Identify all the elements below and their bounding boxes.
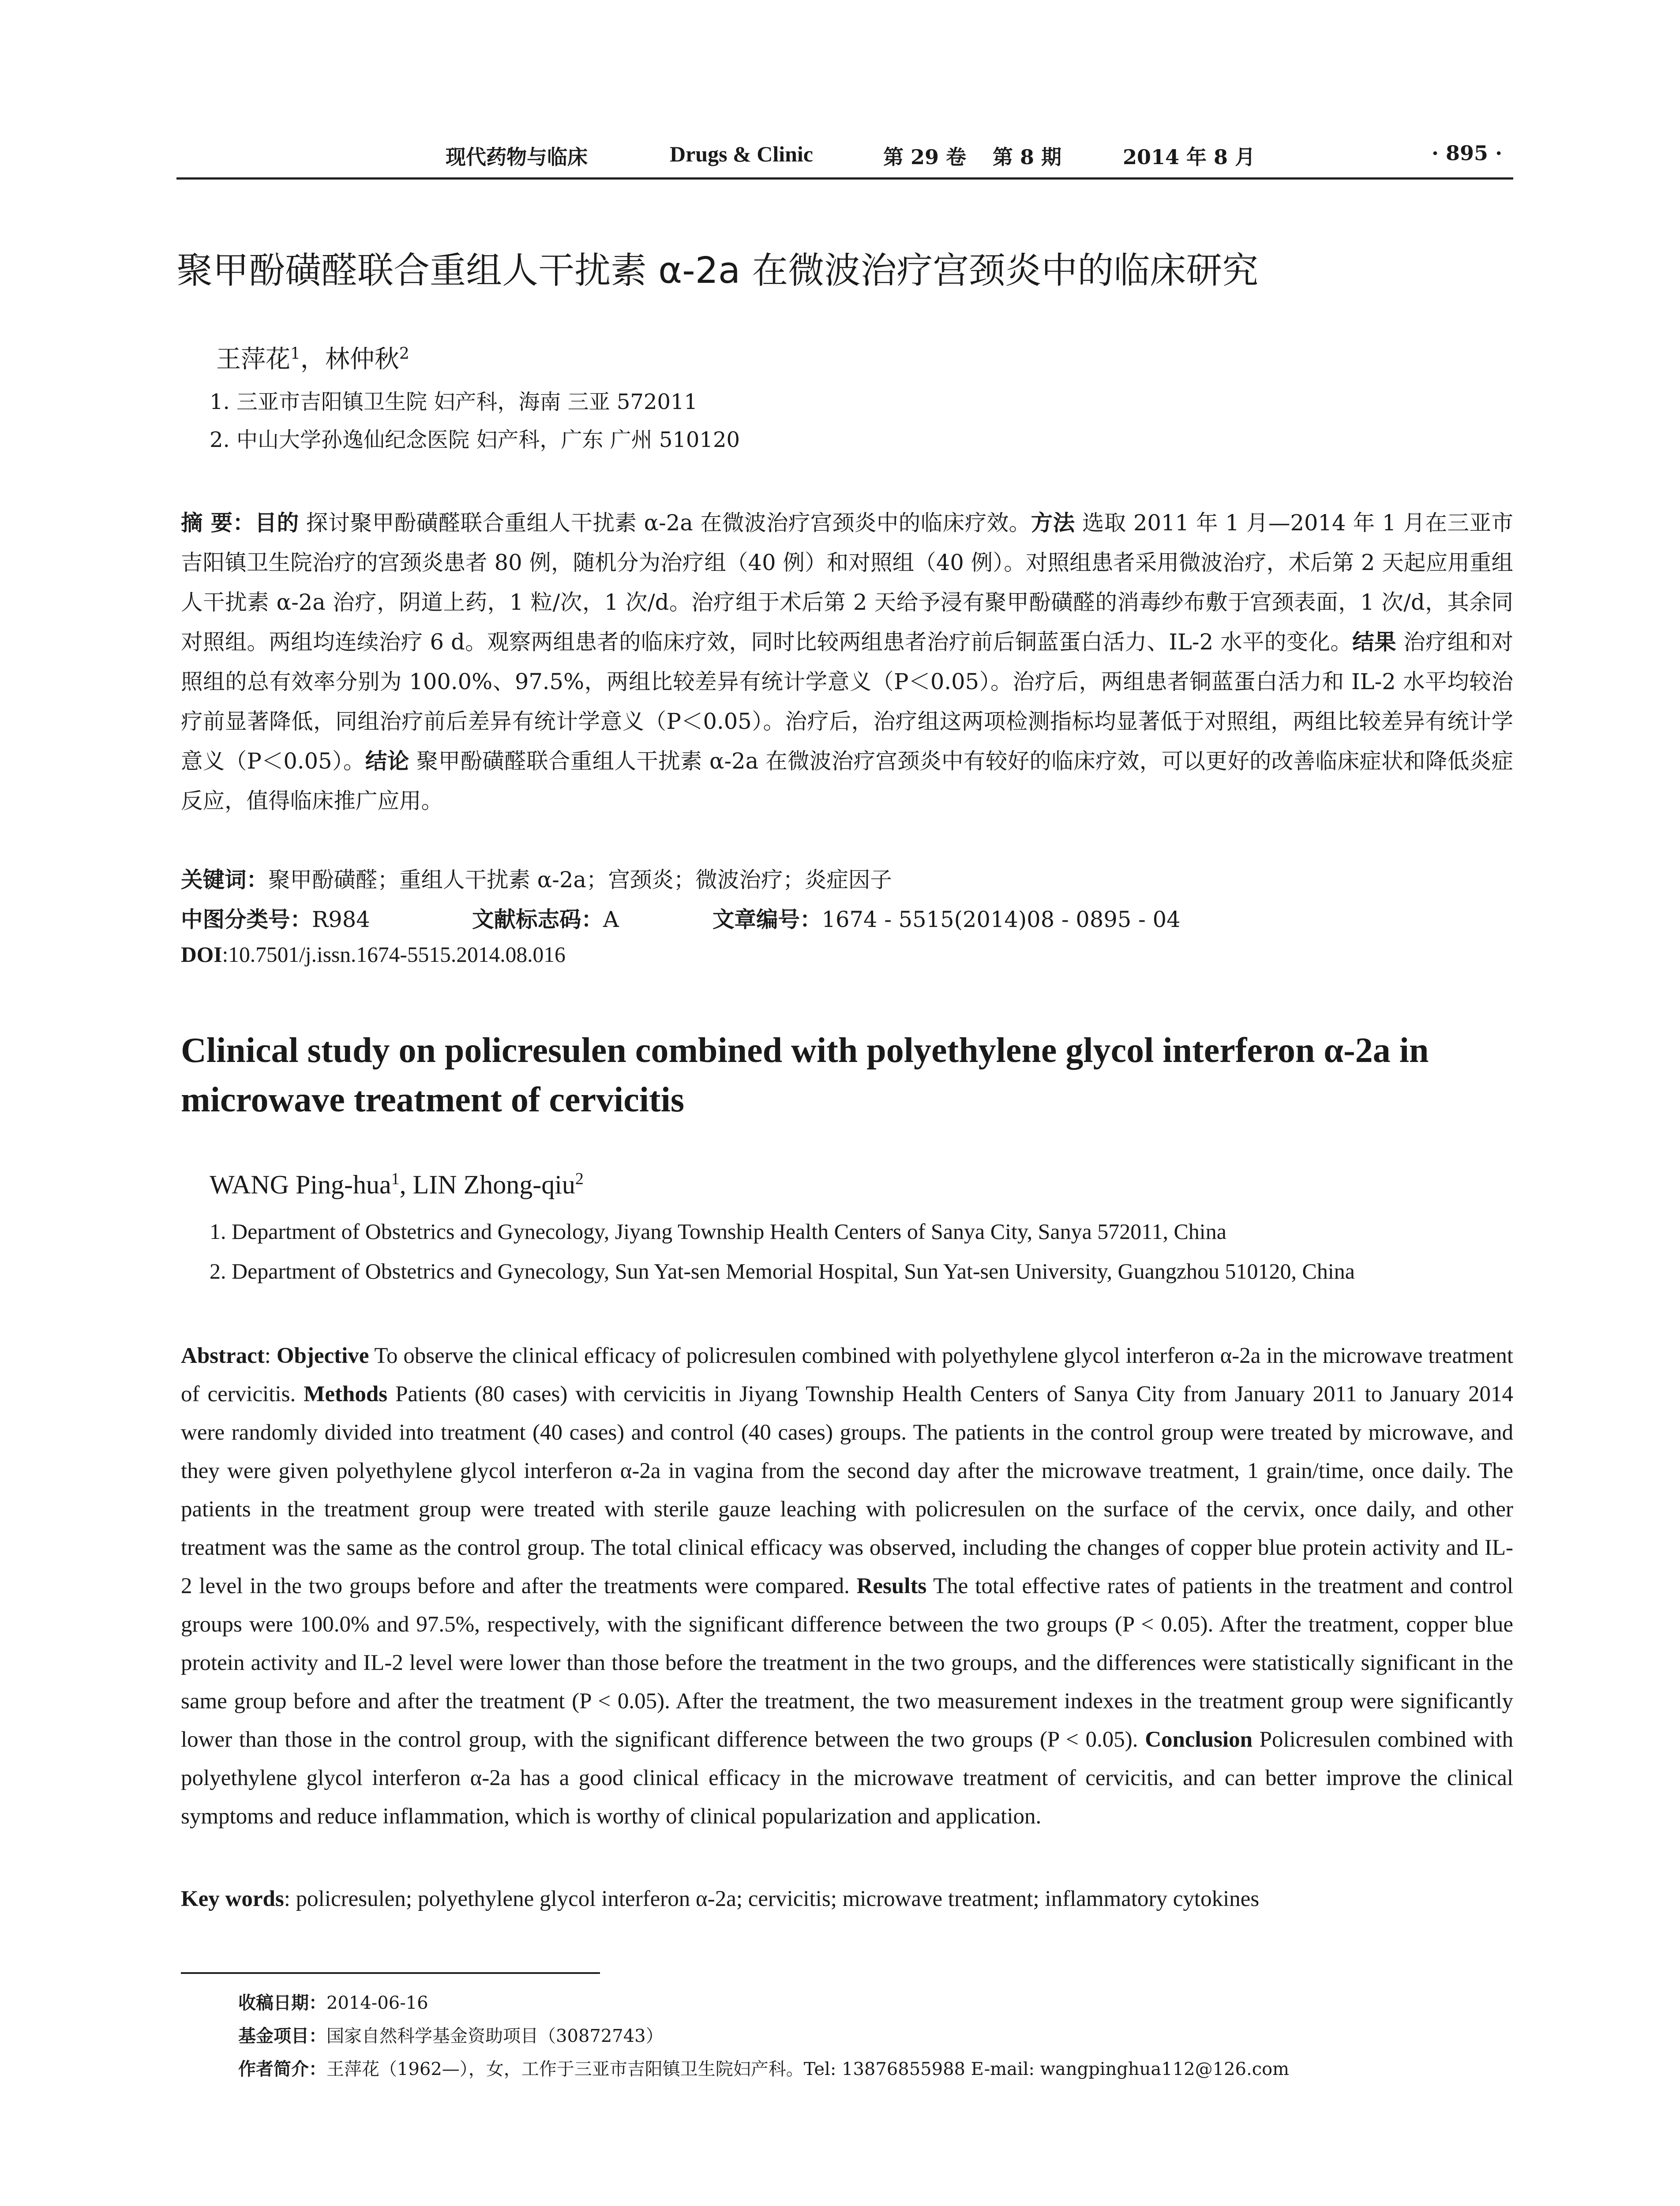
running-header [176,141,1513,176]
results-text-zh: 治疗组和对照组的总有效率分别为 100.0%、97.5%，两组比较差异有统计学意义（P＜0.05）。治疗后，两组患者铜蓝蛋白活力和 IL-2 水平均较治疗前显著降低，同组治疗前后差异有统计学意义（P＜0.05）。治疗后，治疗组这两项检测指标均显著低于对照组，两组比较差异有统计学意义（P＜0.05）。 [181,629,1514,774]
results-label-en: Results [856,1574,927,1598]
classification-line [181,902,370,934]
issue: 第 8 期 [993,145,1062,169]
authors-zh [216,340,409,375]
fund-label: 基金项目： [238,2026,326,2046]
conclusion-label-zh: 结论 [365,748,409,774]
publication-date: 2014 年 8 月 [1123,145,1256,169]
author-1-en: WANG Ping-hua [210,1170,391,1199]
keywords-label-en: Key words [181,1887,284,1911]
journal-name-zh: 现代药物与临床 [446,145,588,169]
keywords-text-en: : policresulen; polyethylene glycol interferon α-2a; cervicitis; microwave treatment; inflammatory cytokines [284,1887,1260,1911]
title-zh: 聚甲酚磺醛联合重组人干扰素 α-2a 在微波治疗宫颈炎中的临床研究 [176,250,1259,292]
results-text-en: The total effective rates of patients in the treatment and control groups were 100.0% and 97.5%, respectively, with the significant difference between the two groups (P < 0.05). After the treatment, copper blue protein activity and IL-2 level were lower than those before the treatment in the two groups, and the differences were statistically significant in the same group before and after the treatment (P < 0.05). After the treatment, the two measurement indexes in the treatment group were significantly lower than those in the control group, with the significant difference between the two groups (P < 0.05). [181,1574,1514,1752]
authors-en [210,1169,584,1200]
footnote-rule [181,1972,600,1974]
abstract-colon-en: : [264,1343,277,1368]
methods-label-zh: 方法 [1031,510,1075,536]
abstract-label-zh: 摘 要： [181,510,255,536]
received-value: 2014-06-16 [326,1993,428,2013]
conclusion-text-en: Policresulen combined with polyethylene glycol interferon α-2a has a good clinical efficacy in the microwave treatment of cervicitis, and can better improve the clinical symptoms and reduce inflammation, which is worthy of clinical popularization and application. [181,1727,1513,1829]
author-2-zh: 林仲秋 [325,345,399,374]
author-sep-en: , [399,1170,413,1199]
doc-code-value: A [603,907,619,932]
footnote-fund [238,2022,664,2047]
author-1-sup: 1 [290,345,300,363]
article-no-line [712,902,1181,934]
article-no-value: 1674 - 5515(2014)08 - 0895 - 04 [821,907,1181,932]
methods-text-zh: 选取 2011 年 1 月—2014 年 1 月在三亚市吉阳镇卫生院治疗的宫颈炎患者 80 例，随机分为治疗组（40 例）和对照组（40 例）。对照组患者采用微波治疗，术后第 2 天起应用重组人干扰素 α-2a 治疗，阴道上药，1 粒/次，1 次/d。治疗组于术后第 2 天给予浸有聚甲酚磺醛的消毒纱布敷于宫颈表面，1 次/d，其余同对照组。两组均连续治疗 6 d。观察两组患者的临床疗效，同时比较两组患者治疗前后铜蓝蛋白活力、IL-2 水平的变化。 [181,510,1514,655]
author-2-sup: 2 [399,345,409,363]
doi-label: DOI [181,942,222,967]
methods-label-en: Methods [304,1382,388,1407]
article-no-label: 文章编号： [712,907,822,932]
header-rule [176,177,1513,180]
affiliation-2-en: 2. Department of Obstetrics and Gynecology, Sun Yat-sen Memorial Hospital, Sun Yat-sen University, Guangzhou 510120, China [210,1259,1355,1283]
author-bio-label: 作者简介： [238,2059,326,2079]
keywords-text-zh: 聚甲酚磺醛；重组人干扰素 α-2a；宫颈炎；微波治疗；炎症因子 [268,867,892,893]
doi-line [181,942,566,967]
affiliation-1-zh: 1. 三亚市吉阳镇卫生院 妇产科，海南 三亚 572011 [210,390,698,414]
fund-value: 国家自然科学基金资助项目（30872743） [326,2026,664,2046]
keywords-zh [181,863,892,894]
abstract-en [181,1337,1513,1836]
objective-text-en: To observe the clinical efficacy of policresulen combined with polyethylene glycol interferon α-2a in the microwave treatment of cervicitis. [181,1343,1513,1407]
doc-code-line [472,902,619,934]
abstract-zh [181,503,1513,821]
footnote-received [238,1989,428,2014]
results-label-zh: 结果 [1352,629,1396,655]
received-label: 收稿日期： [238,1993,326,2013]
author-1-zh: 王萍花 [216,345,290,374]
author-sep: ， [300,345,325,374]
author-2-en-sup: 2 [575,1170,584,1188]
conclusion-text-zh: 聚甲酚磺醛联合重组人干扰素 α-2a 在微波治疗宫颈炎中有较好的临床疗效，可以更好的改善临床症状和降低炎症反应，值得临床推广应用。 [181,748,1513,814]
author-1-en-sup: 1 [391,1170,400,1188]
abstract-label-en: Abstract [181,1343,265,1368]
keywords-label-zh: 关键词： [181,867,268,893]
footnote-author [238,2055,1289,2080]
objective-label-zh: 目的 [255,510,299,536]
journal-name-en: Drugs & Clinic [670,142,813,166]
keywords-en [181,1886,1259,1912]
title-en: Clinical study on policresulen combined with polyethylene glycol interferon α-2a in microwave treatment of cervicitis [181,1031,1429,1119]
volume: 第 29 卷 [883,145,967,169]
objective-text-zh: 探讨聚甲酚磺醛联合重组人干扰素 α-2a 在微波治疗宫颈炎中的临床疗效。 [299,510,1031,536]
doc-code-label: 文献标志码： [472,907,603,932]
affiliation-1-en: 1. Department of Obstetrics and Gynecology, Jiyang Township Health Centers of Sanya City, Sanya 572011, China [210,1219,1226,1244]
page-number: · 895 · [1432,141,1503,165]
clc-value: R984 [312,907,370,932]
author-bio-value: 王萍花（1962—），女，工作于三亚市吉阳镇卫生院妇产科。Tel: 13876855988 E-mail: wangpinghua112@126.com [326,2059,1290,2079]
objective-label-en: Objective [276,1343,369,1368]
affiliation-2-zh: 2. 中山大学孙逸仙纪念医院 妇产科，广东 广州 510120 [210,428,740,452]
author-2-en: LIN Zhong-qiu [412,1170,575,1199]
doi-value: :10.7501/j.issn.1674-5515.2014.08.016 [222,942,566,967]
methods-text-en: Patients (80 cases) with cervicitis in Jiyang Township Health Centers of Sanya City from January 2011 to January 2014 were randomly divided into treatment (40 cases) and control (40 cases) groups. The patients in the control group were treated by microwave, and they were given polyethylene glycol interferon α-2a in vagina from the second day after the microwave treatment, 1 grain/time, once daily. The patients in the treatment group were treated with sterile gauze leaching with policresulen on the surface of the cervix, once daily, and other treatment was the same as the control group. The total clinical efficacy was observed, including the changes of copper blue protein activity and IL-2 level in the two groups before and after the treatments were compared. [181,1382,1513,1598]
conclusion-label-en: Conclusion [1145,1727,1252,1752]
clc-label: 中图分类号： [181,907,312,932]
